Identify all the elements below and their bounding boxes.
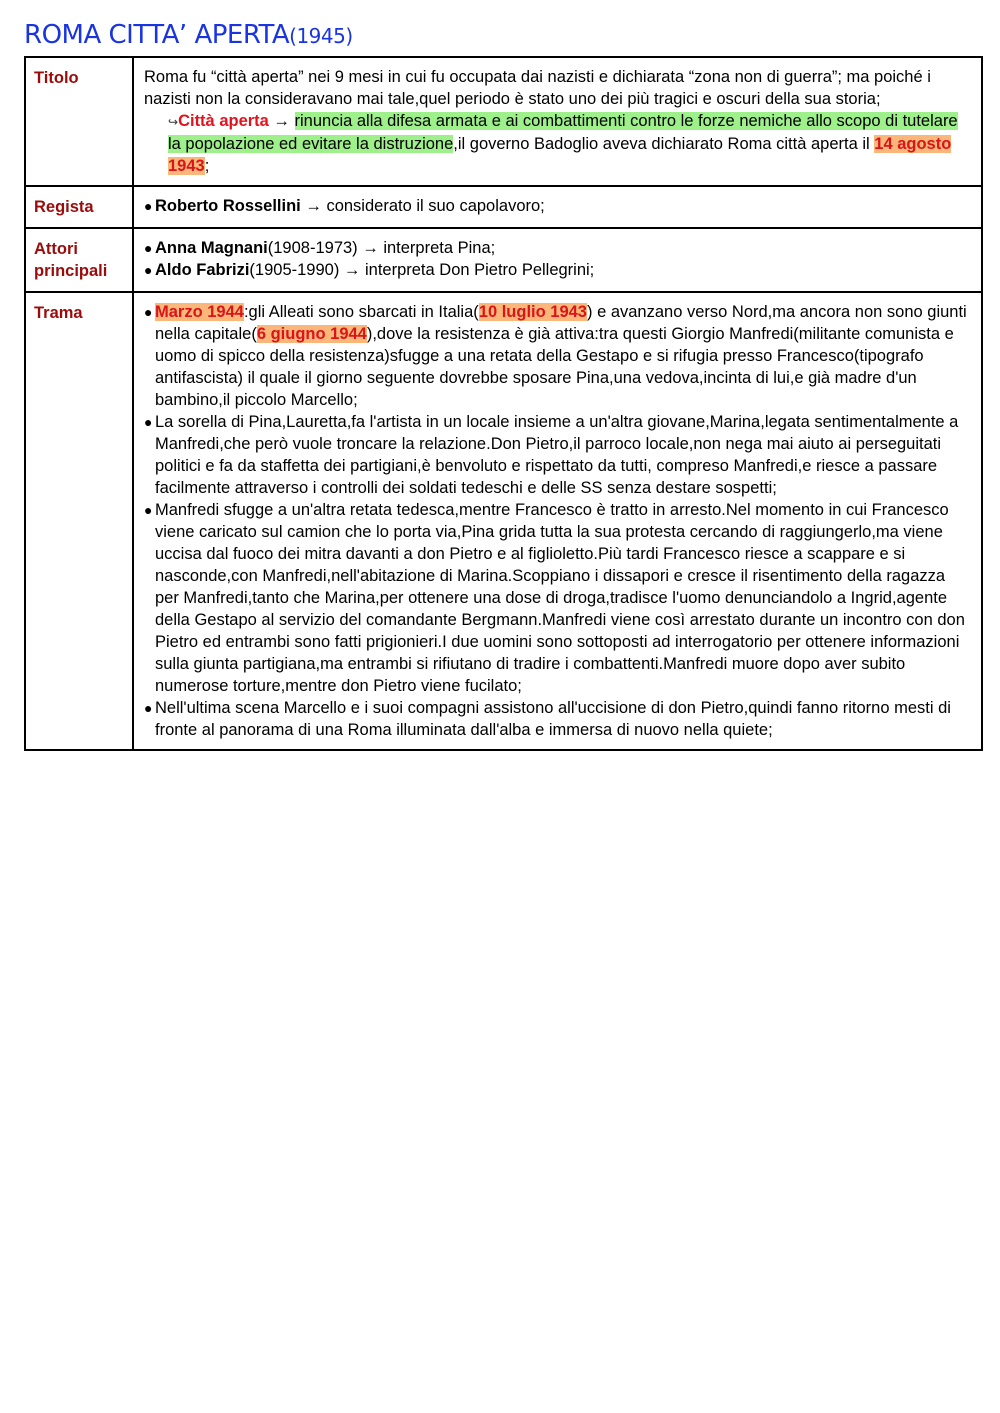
actor-role: (1905-1990) → interpreta Don Pietro Pellegrini;	[249, 261, 595, 279]
row-attori	[25, 228, 982, 292]
plot-text: Nell'ultima scena Marcello e i suoi compagni assistono all'uccisione di don Pietro,quindi fanno ritorno mesti di fronte al panorama di una Roma illuminata dall'alba e immersa di nuovo nella quiete;	[155, 699, 951, 739]
bullet-icon: ●	[144, 700, 153, 716]
content-regista	[133, 186, 982, 228]
titolo-definition-line	[144, 110, 971, 177]
row-trama	[25, 292, 982, 750]
list-item	[144, 195, 971, 217]
date-marzo-1944: Marzo 1944	[155, 303, 244, 321]
definition-highlight: rinuncia alla difesa armata e ai combattimenti contro le forze nemiche allo scopo di tutelare la popolazione ed evitare la distruzione	[168, 112, 958, 153]
list-item	[144, 237, 971, 259]
bullet-icon: ●	[144, 240, 153, 256]
list-item	[144, 259, 971, 281]
page-title	[24, 20, 353, 50]
film-info-table	[24, 56, 983, 751]
term-citta-aperta: Città aperta	[178, 112, 269, 130]
row-regista	[25, 186, 982, 228]
date-14-agosto-1943: 14 agosto 1943	[168, 135, 952, 175]
label-trama: Trama	[25, 292, 133, 750]
content-trama	[133, 292, 982, 750]
date-10-luglio-1943: 10 luglio 1943	[478, 303, 587, 321]
content-attori	[133, 228, 982, 292]
row-titolo	[25, 57, 982, 186]
content-titolo	[133, 57, 982, 186]
bullet-icon: ●	[144, 414, 153, 430]
actor-name: Aldo Fabrizi	[155, 261, 250, 279]
actor-role: (1908-1973) → interpreta Pina;	[267, 239, 496, 257]
bullet-icon: ●	[144, 304, 153, 320]
plot-text: La sorella di Pina,Lauretta,fa l'artista in un locale insieme a un'altra giovane,Marina,legata sentimentalmente a Manfredi,che però vuole troncare la relazione.Don Pietro,il parroco locale,non nega mai aiuto ai perseguitati politici e fa da staffetta dei partigiani,è benvoluto e rispettato da tutti, compreso Manfredi,e riesce a passare facilmente attraverso i controlli dei soldati tedeschi e delle SS senza destare sospetti;	[155, 413, 959, 497]
list-item	[144, 301, 971, 411]
bullet-icon: ●	[144, 262, 153, 278]
bullet-icon: ●	[144, 198, 153, 214]
label-attori	[25, 228, 133, 292]
definition-end: ;	[204, 157, 210, 175]
plot-text: Manfredi sfugge a un'altra retata tedesca,mentre Francesco è tratto in arresto.Nel momento in cui Francesco viene caricato sul camion che lo porta via,Pina grida tutta la sua protesta cercando di raggiungerlo,ma viene uccisa dal fuoco dei mitra davanti a don Pietro e al figlioletto.Più tardi Francesco riesce a scappare e si nasconde,con Manfredi,nell'abitazione di Marina.Scoppiano i dissapori e cresce il risentimento della ragazza per Manfredi,tanto che Marina,per ottenere una dose di droga,tradisce l'uomo denunciandolo a Ingrid,agente della Gestapo al servizio del comandante Bergmann.Manfredi viene così arrestato durante un incontro con don Pietro ed entrambi sono fatti prigionieri.I due uomini sono sottoposti ad interrogatorio per ottenere informazioni sulla giunta partigiana,ma entrambi si rifiutano di tradire i combattenti.Manfredi muore dopo aver subito numerose torture,mentre don Pietro viene fucilato;	[155, 501, 965, 695]
arrow-text: →	[268, 112, 295, 130]
list-item	[144, 697, 971, 741]
list-item	[144, 411, 971, 499]
director-name: Roberto Rossellini	[155, 197, 301, 215]
date-6-giugno-1944: 6 giugno 1944	[256, 325, 367, 343]
actor-name: Anna Magnani	[155, 239, 268, 257]
plot-text: ),dove la resistenza è già attiva:tra questi Giorgio Manfredi(militante comunista e uomo di spicco della resistenza)sfugge a una retata della Gestapo e si rifugia presso Francesco(tipografo antifascista) il quale il giorno seguente dovrebbe sposare Pina,una vedova,incinta di lui,e già madre d'un bambino,il piccolo Marcello;	[155, 325, 954, 409]
label-attori-line2: principali	[34, 262, 108, 280]
plot-text: ) e avanzano verso Nord,ma ancora non sono giunti nella capitale(	[155, 303, 967, 343]
label-attori-line1: Attori	[34, 240, 78, 258]
titolo-paragraph: Roma fu “città aperta” nei 9 mesi in cui fu occupata dai nazisti e dichiarata “zona non di guerra”; ma poiché i nazisti non la consideravano mai tale,quel periodo è stato uno dei più tragici e oscuri della sua storia;	[144, 68, 931, 108]
director-note: → considerato il suo capolavoro;	[300, 197, 545, 215]
title-year: (1945)	[289, 24, 353, 48]
hook-arrow-icon: ↪	[168, 115, 179, 129]
bullet-icon: ●	[144, 502, 153, 518]
title-main: ROMA CITTA’ APERTA	[24, 20, 290, 50]
definition-tail: ,il governo Badoglio aveva dichiarato Roma città aperta il	[453, 135, 875, 153]
list-item	[144, 499, 971, 697]
label-titolo: Titolo	[25, 57, 133, 186]
plot-text: :gli Alleati sono sbarcati in Italia(	[243, 303, 479, 321]
label-regista: Regista	[25, 186, 133, 228]
